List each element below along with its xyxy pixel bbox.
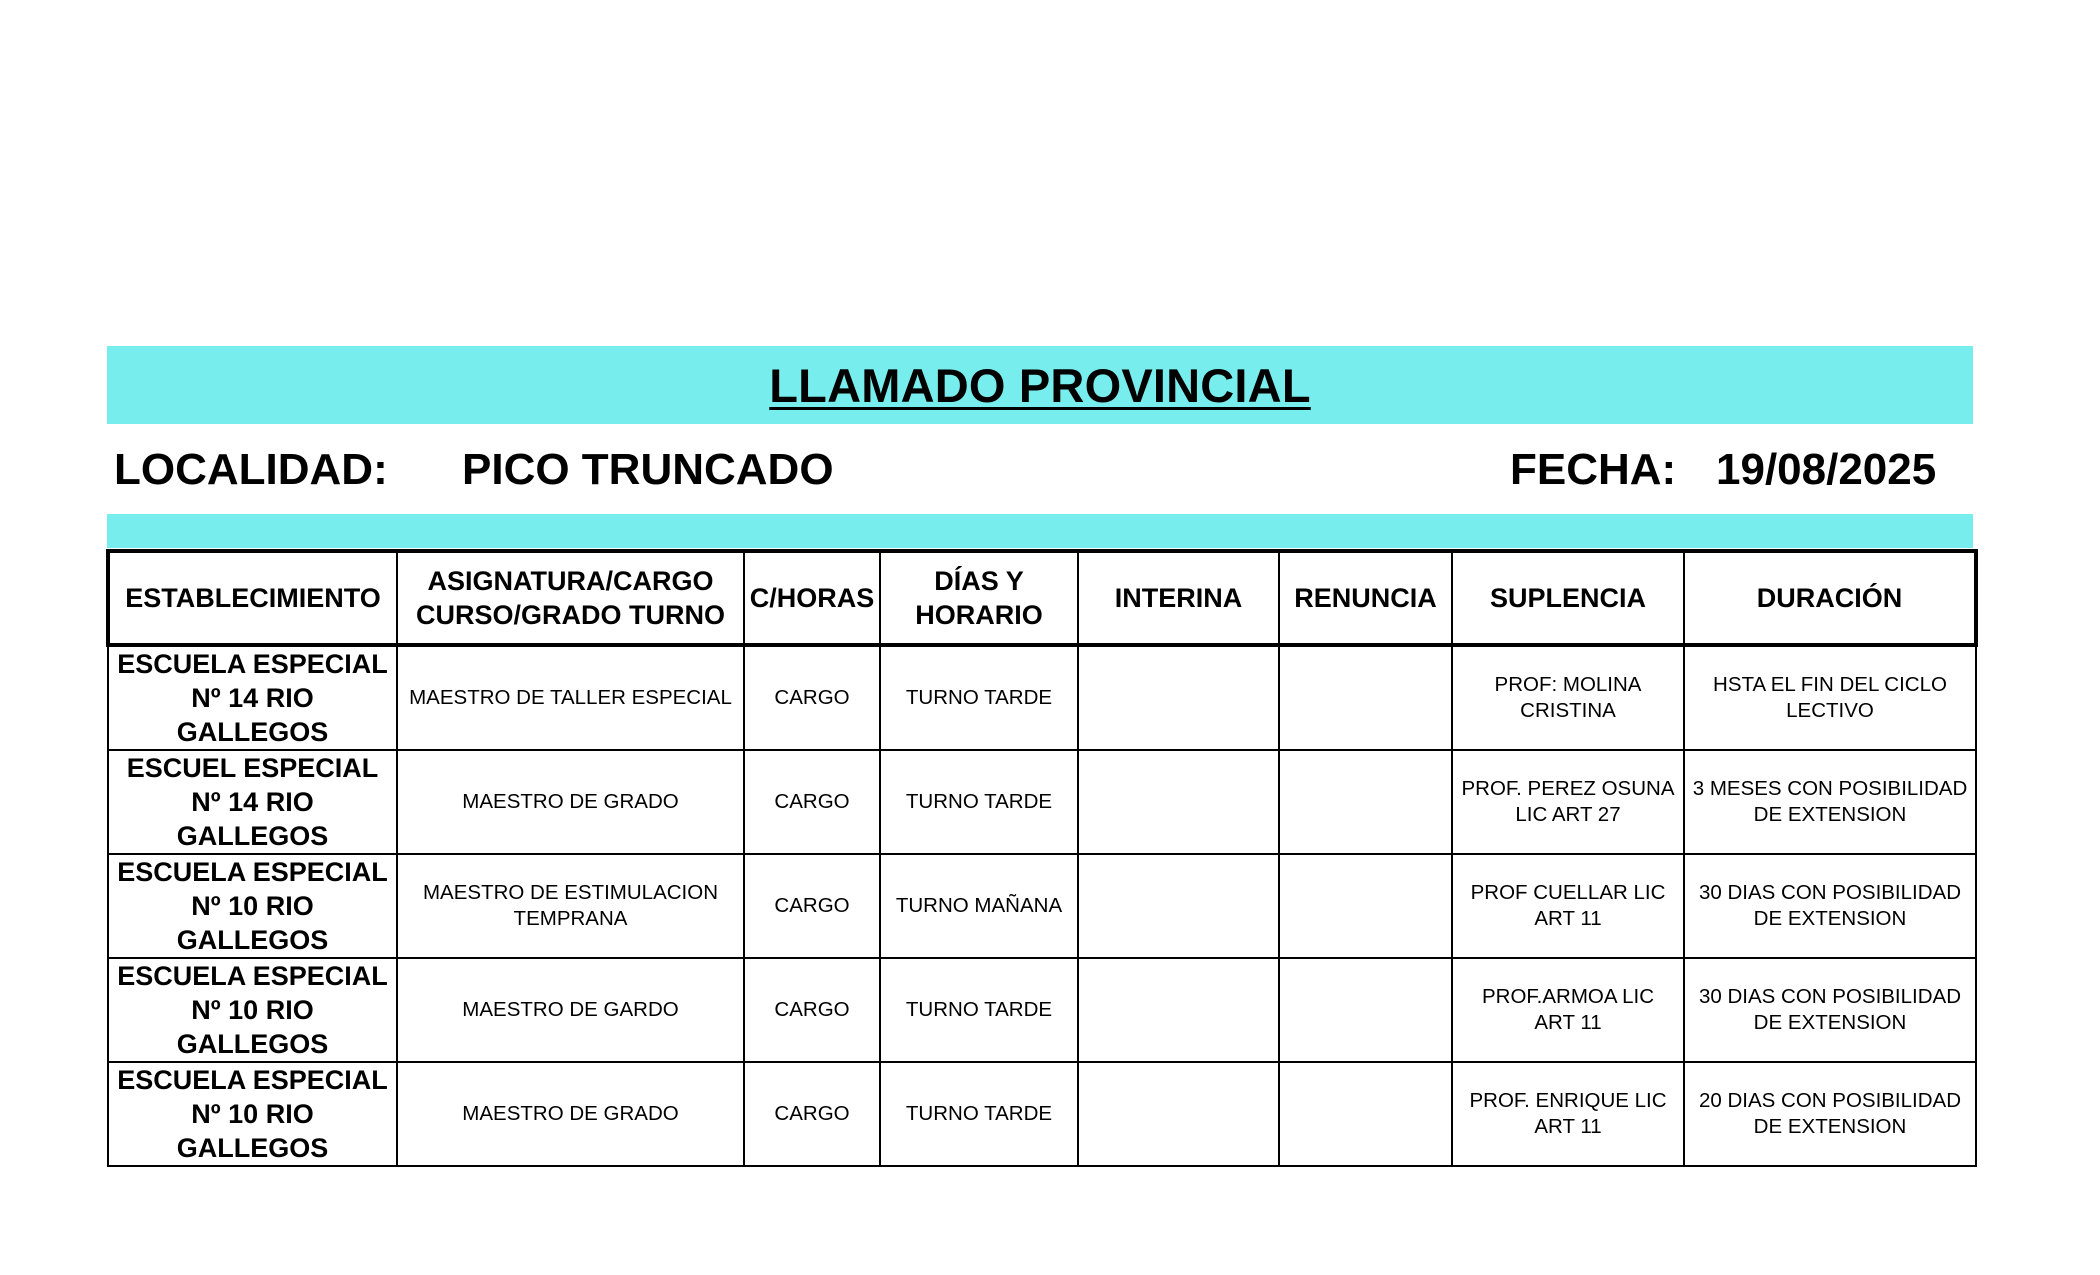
cell-horario-line: TURNO TARDE (905, 1102, 1053, 1125)
cell-suplencia-line: ART 11 (1534, 907, 1602, 930)
cell-asignatura-line: TEMPRANA (513, 907, 628, 930)
cell-duracion-line: 30 DIAS CON POSIBILIDAD (1698, 881, 1962, 904)
cell-horas-line: CARGO (774, 790, 850, 813)
cell-duracion (1684, 958, 1976, 1062)
cell-establecimiento (108, 645, 397, 750)
column-header-renuncia (1279, 551, 1452, 645)
vacancies-table (106, 549, 1978, 1167)
cell-establecimiento-line: ESCUELA ESPECIAL (117, 1065, 388, 1095)
cell-horario (880, 854, 1078, 958)
column-header-suplencia (1452, 551, 1684, 645)
cell-establecimiento-line: Nº 14 RIO (191, 787, 314, 817)
cell-establecimiento (108, 1062, 397, 1166)
cell-duracion-line: 20 DIAS CON POSIBILIDAD (1698, 1089, 1962, 1112)
column-header-line: SUPLENCIA (1489, 583, 1646, 613)
column-header-line: HORARIO (915, 600, 1043, 630)
cell-duracion-line: DE EXTENSION (1753, 907, 1907, 930)
cell-asignatura (397, 854, 744, 958)
cell-horas (744, 750, 880, 854)
cell-asignatura (397, 645, 744, 750)
table-row (108, 958, 1976, 1062)
cell-asignatura (397, 1062, 744, 1166)
cell-suplencia-line: PROF. PEREZ OSUNA (1461, 777, 1675, 800)
cell-establecimiento (108, 750, 397, 854)
cell-establecimiento-line: ESCUELA ESPECIAL (117, 857, 388, 887)
cell-horario-line: TURNO MAÑANA (895, 894, 1063, 917)
cell-interina (1078, 1062, 1279, 1166)
cell-suplencia-line: PROF.ARMOA LIC (1481, 985, 1654, 1008)
cell-establecimiento (108, 854, 397, 958)
cell-horario-line: TURNO TARDE (905, 790, 1053, 813)
cell-horas (744, 854, 880, 958)
table-row (108, 750, 1976, 854)
localidad-label: LOCALIDAD: (114, 445, 388, 494)
cell-duracion (1684, 1062, 1976, 1166)
column-header-asignatura (397, 551, 744, 645)
cell-horas (744, 1062, 880, 1166)
cell-duracion-line: 30 DIAS CON POSIBILIDAD (1698, 985, 1962, 1008)
cell-suplencia-line: CRISTINA (1520, 699, 1616, 722)
cell-horario (880, 750, 1078, 854)
cell-renuncia (1279, 645, 1452, 750)
cell-asignatura-line: MAESTRO DE GRADO (462, 790, 679, 813)
cell-interina (1078, 958, 1279, 1062)
cell-horas-line: CARGO (774, 686, 850, 709)
cell-establecimiento-line: Nº 10 RIO (191, 1099, 314, 1129)
cell-horas-line: CARGO (774, 1102, 850, 1125)
cell-duracion (1684, 750, 1976, 854)
cell-establecimiento-line: ESCUEL ESPECIAL (126, 753, 379, 783)
cell-interina (1078, 750, 1279, 854)
cell-suplencia (1452, 1062, 1684, 1166)
cell-duracion (1684, 854, 1976, 958)
cell-duracion-line: 3 MESES CON POSIBILIDAD (1692, 777, 1968, 800)
cell-horario-line: TURNO TARDE (905, 686, 1053, 709)
cell-renuncia (1279, 1062, 1452, 1166)
table-body (108, 645, 1976, 1166)
cell-establecimiento-line: GALLEGOS (176, 925, 329, 955)
fecha-value: 19/08/2025 (1716, 445, 1937, 494)
cell-duracion-line: LECTIVO (1786, 699, 1874, 722)
cell-suplencia-line: ART 11 (1534, 1011, 1602, 1034)
column-header-interina (1078, 551, 1279, 645)
column-header-line: DURACIÓN (1756, 583, 1903, 613)
cell-establecimiento-line: Nº 10 RIO (191, 995, 314, 1025)
cell-duracion (1684, 645, 1976, 750)
cell-asignatura (397, 750, 744, 854)
cell-establecimiento-line: GALLEGOS (176, 1029, 329, 1059)
column-header-line: DÍAS Y (934, 566, 1024, 596)
column-header-duracion (1684, 551, 1976, 645)
cell-asignatura-line: MAESTRO DE GRADO (462, 1102, 679, 1125)
cell-duracion-line: DE EXTENSION (1753, 803, 1907, 826)
column-header-establecimiento (108, 551, 397, 645)
cell-renuncia (1279, 854, 1452, 958)
table-header (108, 551, 1976, 645)
column-header-line: C/HORAS (749, 583, 875, 613)
cell-suplencia (1452, 958, 1684, 1062)
cell-duracion-line: DE EXTENSION (1753, 1115, 1907, 1138)
cell-suplencia (1452, 645, 1684, 750)
table-row (108, 1062, 1976, 1166)
cell-establecimiento-line: GALLEGOS (176, 821, 329, 851)
column-header-line: ESTABLECIMIENTO (125, 583, 381, 613)
cell-horas-line: CARGO (774, 894, 850, 917)
cell-establecimiento-line: ESCUELA ESPECIAL (117, 961, 388, 991)
cell-establecimiento-line: ESCUELA ESPECIAL (117, 649, 388, 679)
cell-asignatura-line: MAESTRO DE GARDO (462, 998, 679, 1021)
cell-duracion-line: DE EXTENSION (1753, 1011, 1907, 1034)
cell-interina (1078, 854, 1279, 958)
cell-establecimiento-line: GALLEGOS (176, 1133, 329, 1163)
table-row (108, 854, 1976, 958)
cell-suplencia (1452, 854, 1684, 958)
cell-horas (744, 958, 880, 1062)
cell-horario-line: TURNO TARDE (905, 998, 1053, 1021)
cell-horario (880, 958, 1078, 1062)
cell-suplencia-line: ART 11 (1534, 1115, 1602, 1138)
cell-renuncia (1279, 750, 1452, 854)
column-header-horario (880, 551, 1078, 645)
cell-establecimiento-line: Nº 14 RIO (191, 683, 314, 713)
column-header-line: INTERINA (1114, 583, 1243, 613)
localidad-value: PICO TRUNCADO (462, 445, 834, 494)
table-row (108, 645, 1976, 750)
cell-suplencia (1452, 750, 1684, 854)
cell-renuncia (1279, 958, 1452, 1062)
fecha-label: FECHA: (1510, 445, 1677, 494)
title-band (107, 346, 1973, 424)
cell-interina (1078, 645, 1279, 750)
cell-suplencia-line: PROF CUELLAR LIC (1470, 881, 1666, 904)
cell-establecimiento-line: Nº 10 RIO (191, 891, 314, 921)
column-header-horas (744, 551, 880, 645)
cell-horario (880, 1062, 1078, 1166)
cell-asignatura (397, 958, 744, 1062)
page-title: LLAMADO PROVINCIAL (769, 358, 1311, 412)
cell-establecimiento (108, 958, 397, 1062)
cell-horas-line: CARGO (774, 998, 850, 1021)
header-row (108, 551, 1976, 645)
cell-duracion-line: HSTA EL FIN DEL CICLO (1713, 673, 1947, 696)
column-header-line: CURSO/GRADO TURNO (416, 600, 725, 630)
column-header-line: RENUNCIA (1294, 583, 1437, 613)
column-header-line: ASIGNATURA/CARGO (427, 566, 714, 596)
cell-establecimiento-line: GALLEGOS (176, 717, 329, 747)
cell-suplencia-line: PROF: MOLINA (1494, 673, 1642, 696)
cell-suplencia-line: PROF. ENRIQUE LIC (1469, 1089, 1667, 1112)
separator-band (107, 514, 1973, 548)
cell-horario (880, 645, 1078, 750)
cell-asignatura-line: MAESTRO DE TALLER ESPECIAL (409, 686, 732, 709)
cell-horas (744, 645, 880, 750)
cell-suplencia-line: LIC ART 27 (1515, 803, 1621, 826)
cell-asignatura-line: MAESTRO DE ESTIMULACION (422, 881, 718, 904)
